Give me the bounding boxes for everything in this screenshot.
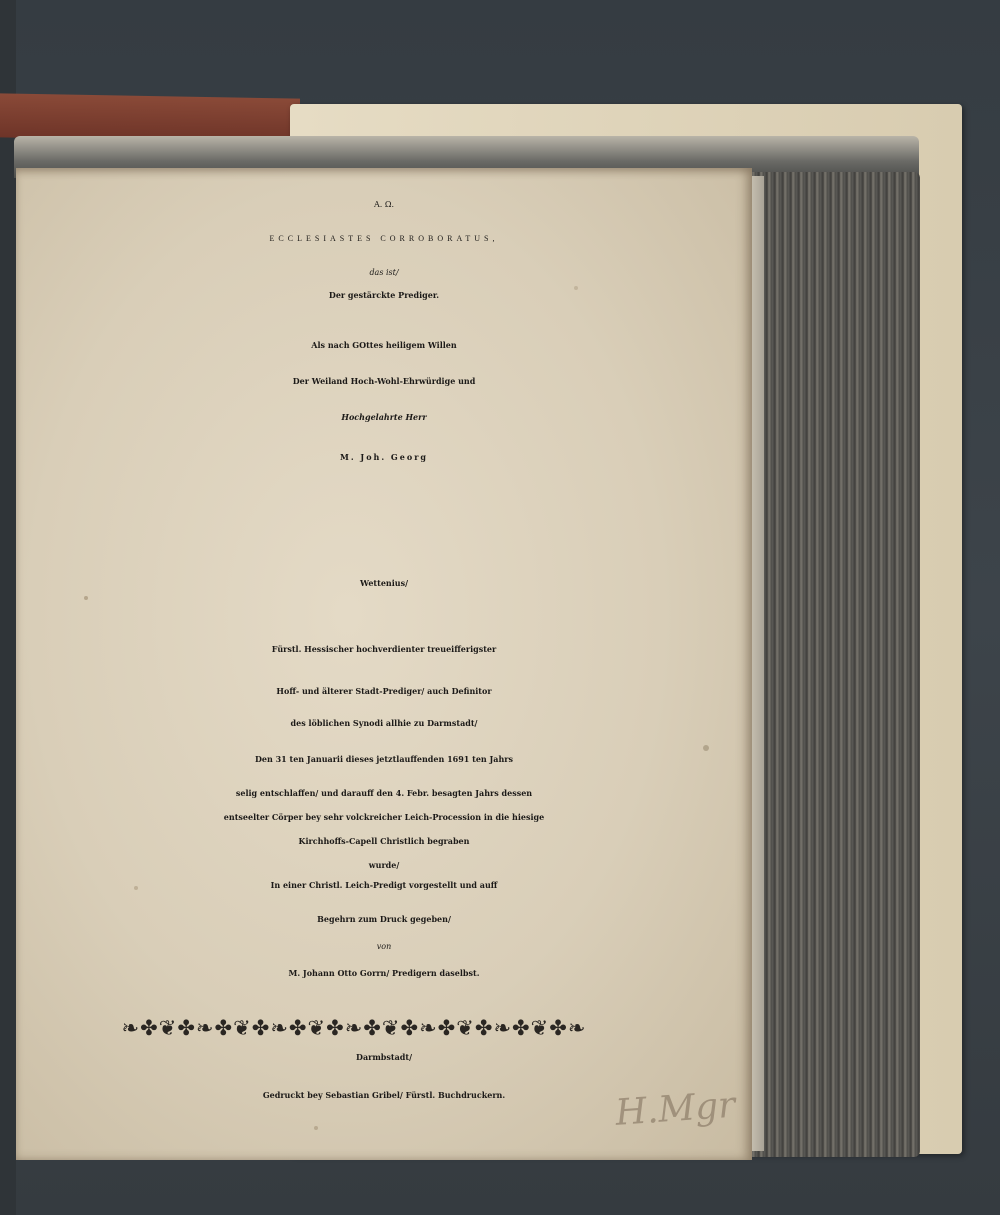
deceased-surname: Wettenius/ [360,578,408,588]
handwritten-signature: H.Mgr [614,1084,737,1134]
hoff-line: Hoff- und älterer Stadt-Prediger/ auch Definitor [276,686,492,696]
place-of-print: Darmbstadt/ [356,1052,412,1062]
leich-predigt-line: In einer Christl. Leich-Predigt vorgestellt und auff [270,880,498,890]
printer-line: Gedruckt bey Sebastian Gribel/ Fürstl. Buchdruckern. [262,1090,506,1100]
deceased-name: M. Joh. Georg [340,452,428,462]
foxing-spots [16,168,752,1160]
hochgelahrte-line: Hochgelahrte Herr [341,412,427,422]
entseelter-line: entseelter Cörper bey sehr volckreicher Leich-Procession in die hiesige [223,812,545,822]
title-page [16,168,752,1160]
german-title: Der gestärckte Prediger. [328,290,440,300]
page-edges [740,172,920,1157]
background-strip [0,0,16,1215]
synodi-line: des löblichen Synodi allhie zu Darmstadt/ [290,718,478,728]
latin-title: ECCLESIASTES CORROBORATUS, [269,234,499,243]
das-ist-line: das ist/ [369,268,399,277]
von-line: von [376,942,392,951]
fuerstl-line: Fürstl. Hessischer hochverdienter treueifferigster [271,644,497,654]
begehrn-line: Begehrn zum Druck gegeben/ [317,914,451,924]
januarii-line: Den 31 ten Januarii dieses jetztlauffenden 1691 ten Jahrs [254,754,514,764]
wurde-line: wurde/ [368,860,400,870]
kirchhoffs-line: Kirchhoffs-Capell Christlich begraben [298,836,470,846]
selig-line: selig entschlaffen/ und darauff den 4. Febr. besagten Jahrs dessen [235,788,533,798]
gottes-line: Als nach GOttes heiligem Willen [311,340,457,350]
weiland-line: Der Weiland Hoch-Wohl-Ehrwürdige und [292,376,476,386]
author-line: M. Johann Otto Gorrn/ Predigern daselbst. [288,968,480,978]
alpha-omega: A. Ω. [373,200,395,209]
ornamental-border-icon: ❧✤❦✤❧✤❦✤❧✤❦✤❧✤❦✤❧✤❦✤❧✤❦✤❧ [121,1016,587,1040]
